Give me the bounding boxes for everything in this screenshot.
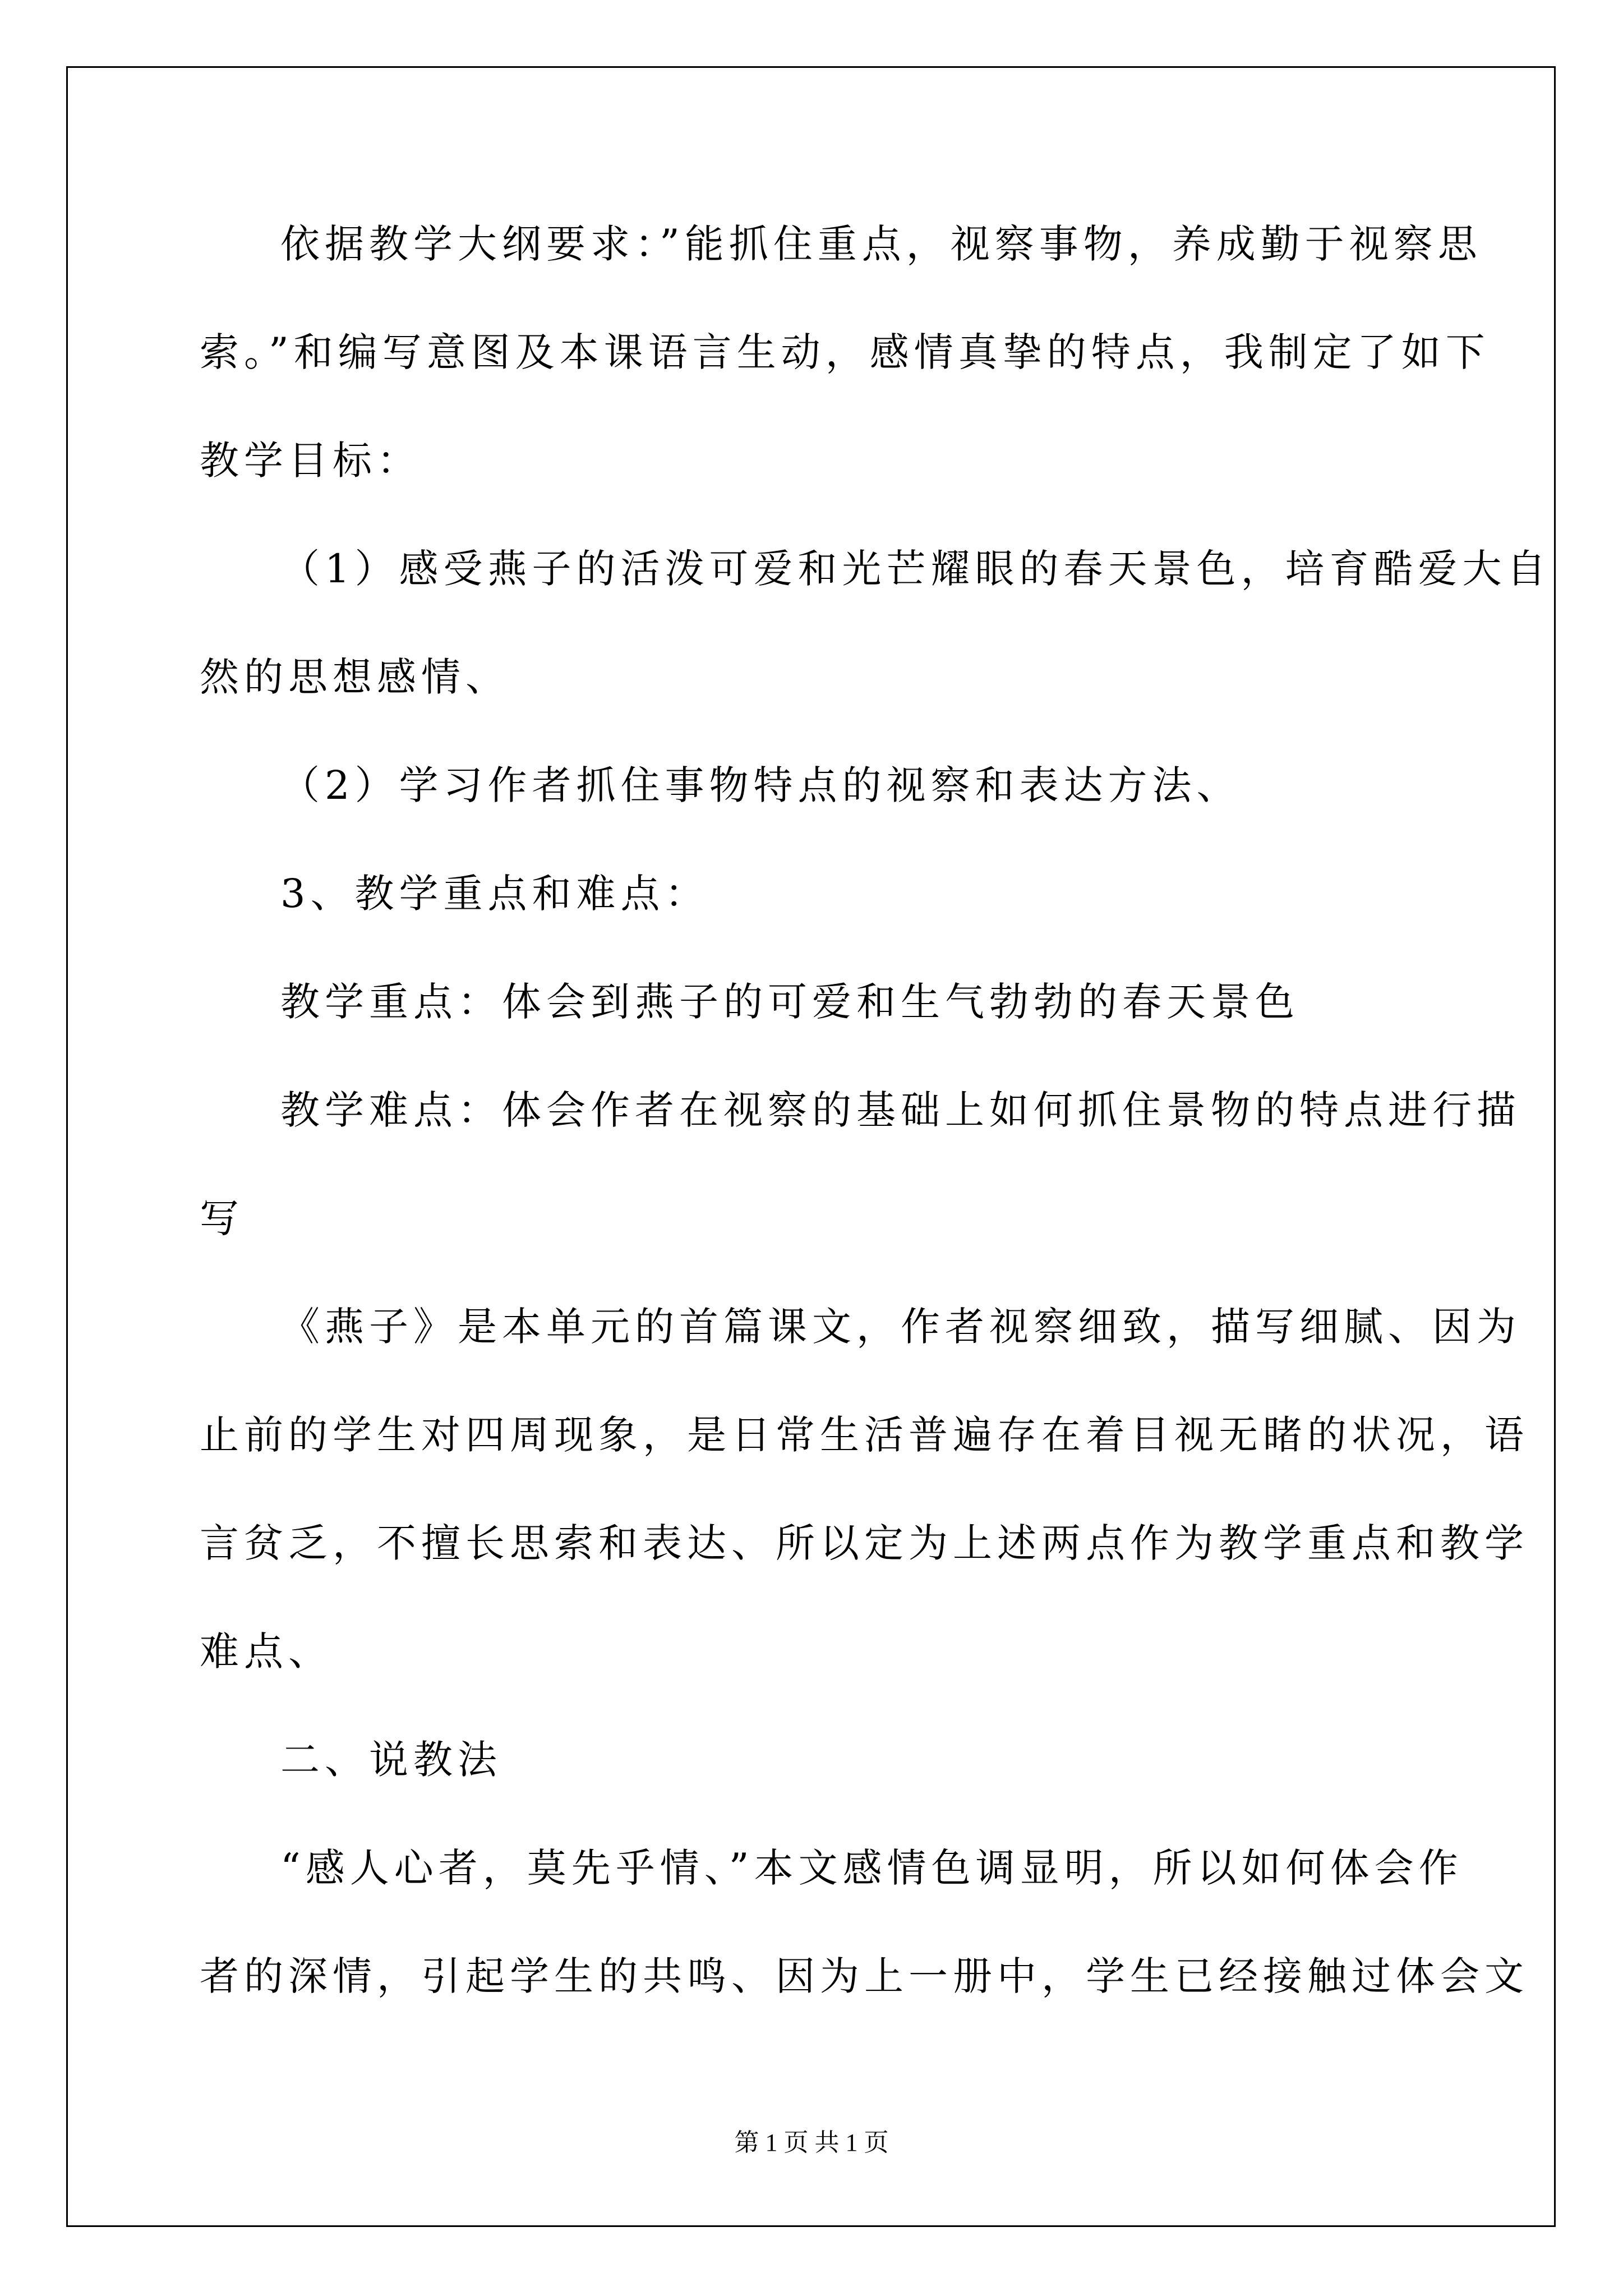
paragraph-line: “感人心者，莫先乎情、”本文感情色调显明，所以如何体会作	[280, 1845, 1463, 1891]
page-footer: 第 1 页 共 1 页	[734, 2129, 889, 2156]
paragraph-line: 3、教学重点和难点：	[280, 871, 709, 917]
paragraph-line: 索。”和编写意图及本课语言生动，感情真挚的特点，我制定了如下	[200, 329, 1490, 375]
paragraph-line: 依据教学大纲要求：”能抓住重点，视察事物，养成勤于视察思	[280, 221, 1482, 267]
page-border	[66, 66, 1556, 2227]
paragraph-line: （2）学习作者抓住事物特点的视察和表达方法、	[280, 762, 1241, 808]
paragraph-line: 言贫乏，不擅长思索和表达、所以定为上述两点作为教学重点和教学	[200, 1520, 1529, 1566]
paragraph-line: 难点、	[200, 1628, 333, 1674]
paragraph-line: 教学目标：	[200, 438, 421, 484]
paragraph-line: 教学重点：体会到燕子的可爱和生气勃勃的春天景色	[280, 979, 1299, 1025]
paragraph-line: 者的深情，引起学生的共鸣、因为上一册中，学生已经接触过体会文	[200, 1953, 1529, 1999]
paragraph-line: 写	[200, 1195, 244, 1241]
paragraph-line: 教学难点：体会作者在视察的基础上如何抓住景物的特点进行描	[280, 1087, 1521, 1133]
paragraph-line: （1）感受燕子的活泼可爱和光芒耀眼的春天景色，培育酷爱大自	[280, 546, 1551, 592]
paragraph-line: 然的思想感情、	[200, 654, 510, 700]
paragraph-line: 《燕子》是本单元的首篇课文，作者视察细致，描写细腻、因为	[280, 1304, 1521, 1350]
section-heading: 二、说教法	[280, 1737, 502, 1783]
paragraph-line: 止前的学生对四周现象，是日常生活普遍存在着目视无睹的状况，语	[200, 1412, 1529, 1458]
